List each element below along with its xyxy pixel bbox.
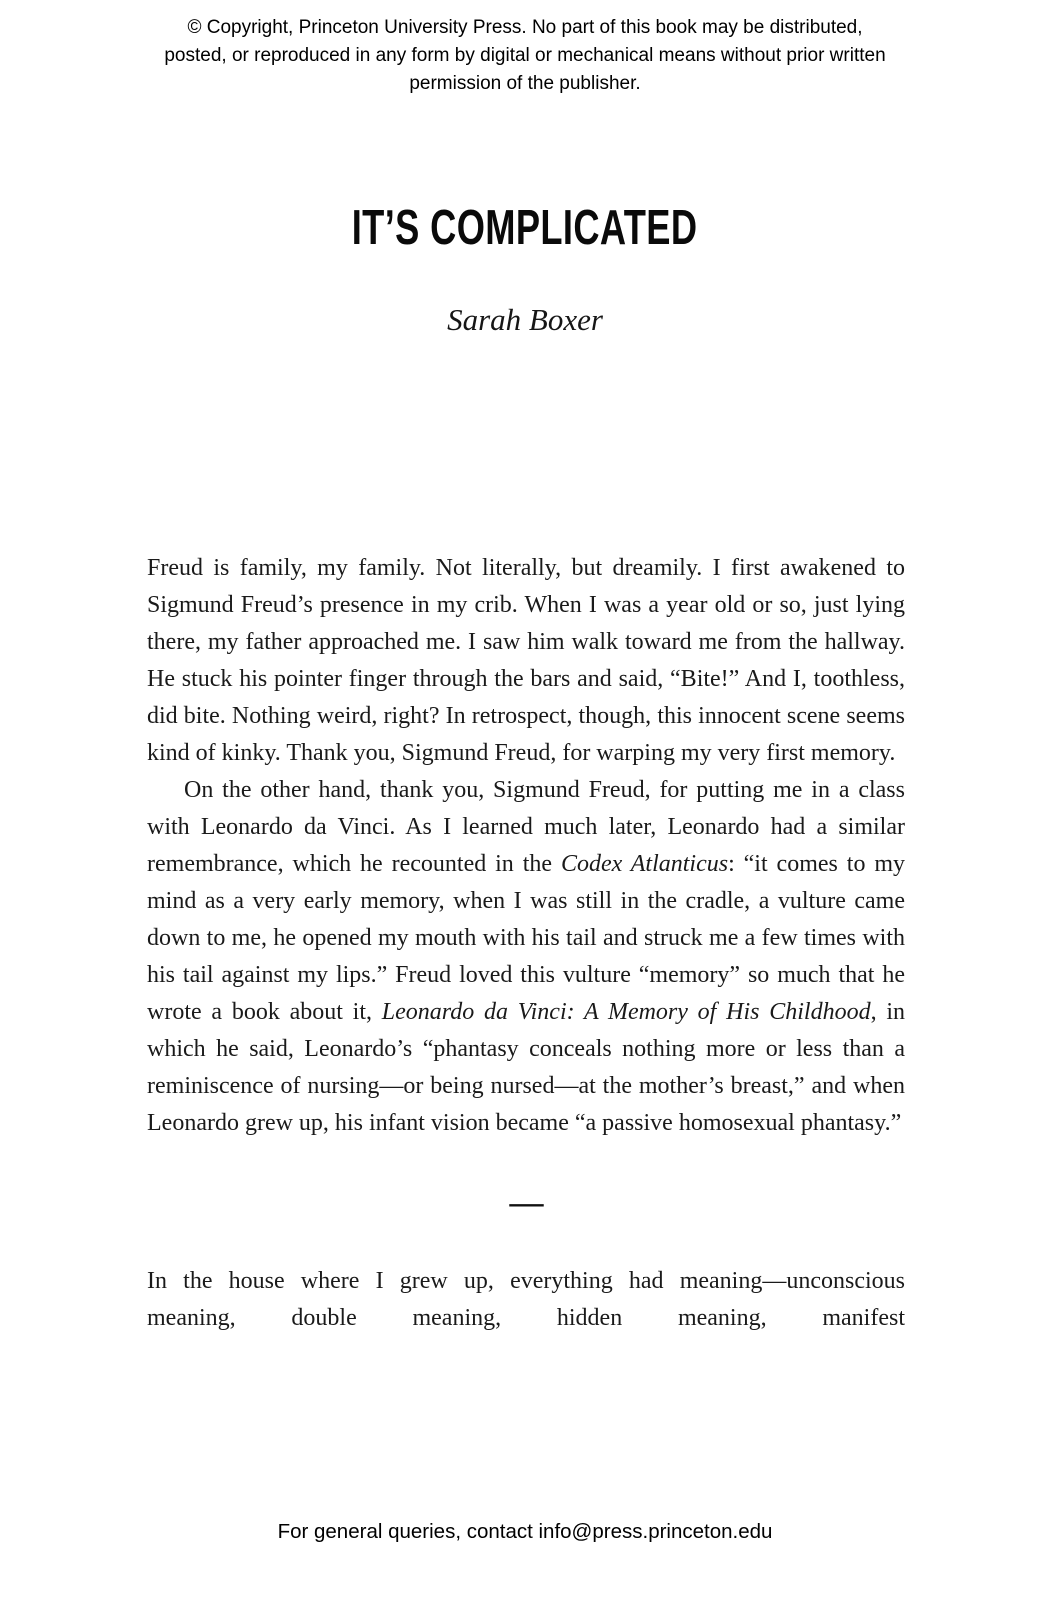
paragraph: In the house where I grew up, everything had meaning—unconscious meaning, double meaning, hidden meaning, manifest [147,1268,905,1331]
paragraph: On the other hand, thank you, Sigmund Freud, for putting me in a class with Leonardo da Vinci. As I learned much later, Leonardo had a similar remembrance, which he recounted in the Codex Atlanticus: “it comes to my mind as a very early memory, when I was still in the cradle, a vulture came down to me, he opened my mouth with his tail and struck me a few times with his tail against my lips.” Freud loved this vulture “memory” so much that he wrote a book about it, Leonardo da Vinci: A Memory of His Childhood, in which he said, Leonardo’s “phantasy conceals nothing more or less than a reminiscence of nursing—or being nursed—at the mother’s breast,” and when Leonardo grew up, his infant vision became “a passive homosexual phantasy.” [147,777,906,1136]
paragraph: Freud is family, my family. Not literally, but dreamily. I first awakened to Sigmund Freud’s presence in my crib. When I was a year old or so, just lying there, my father approached me. I saw him walk toward me from the hallway. He stuck his pointer finger through the bars and said, “Bite!” And I, toothless, did bite. Nothing weird, right? In retrospect, though, this innocent scene seems kind of kinky. Thank you, Sigmund Freud, for warping my very first memory. [147,555,905,766]
body-text [147,550,905,1337]
page-title: IT’S COMPLICATED [352,201,698,255]
page-footer: For general queries, contact info@press.princeton.edu [277,1520,773,1543]
title-block [0,200,1050,256]
author-name: Sarah Boxer [447,302,603,337]
copyright-notice: © Copyright, Princeton University Press. No part of this book may be distributed, posted, or reproduced in any form by digital or mechanical means without prior written permission of the publisher. [164,17,886,94]
section-divider: — [509,1184,543,1221]
